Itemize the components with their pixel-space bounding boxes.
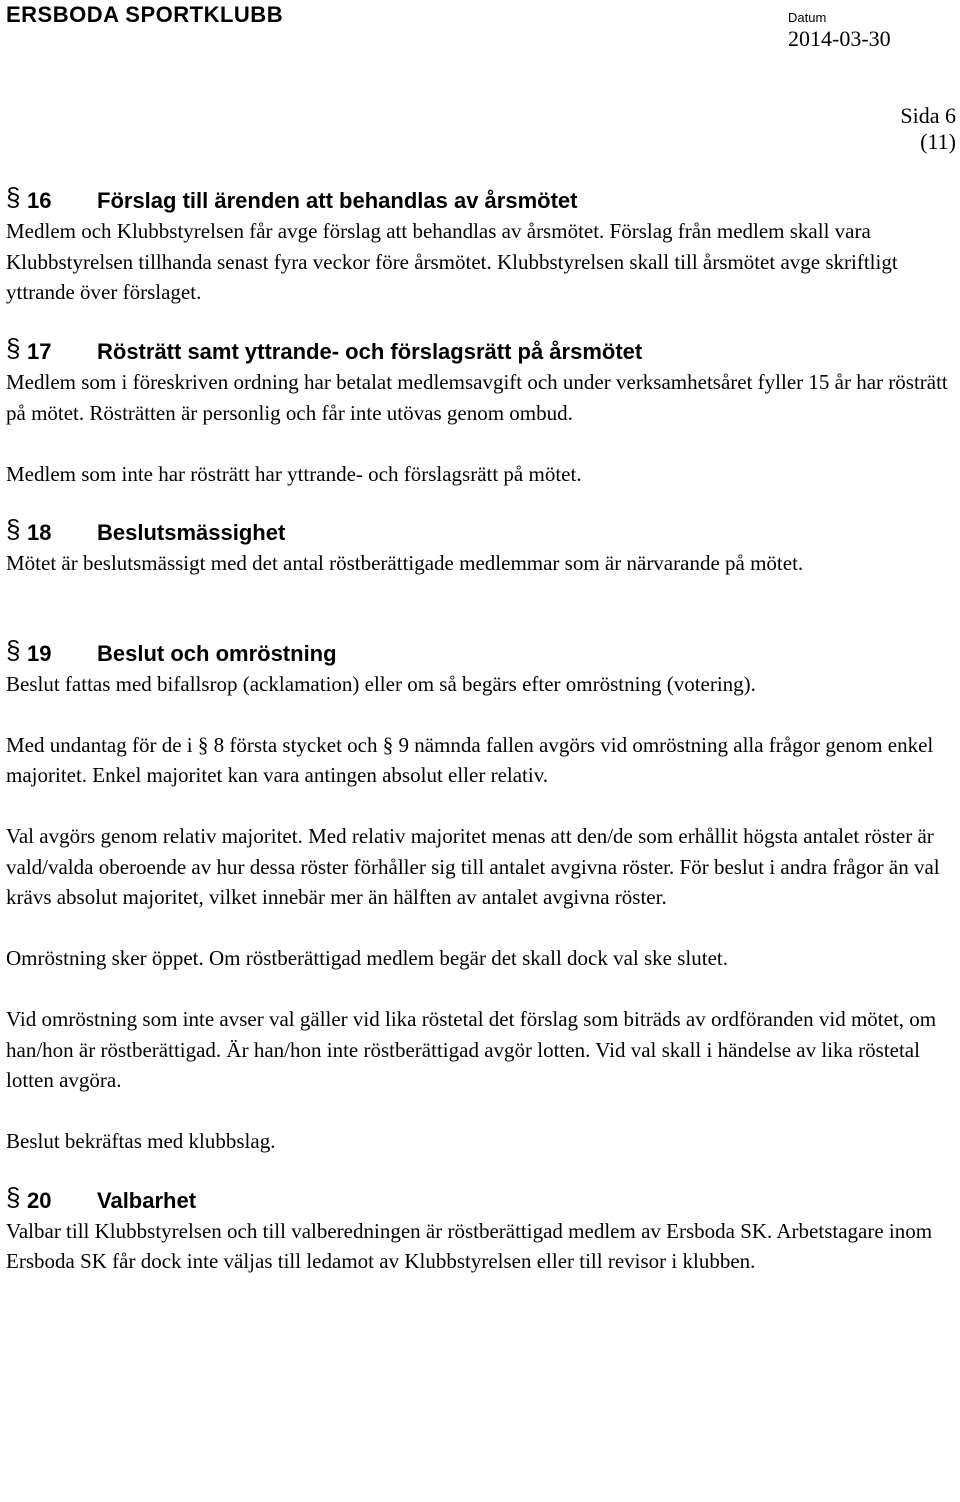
section-20	[6, 1181, 951, 1277]
paragraph: Beslut bekräftas med klubbslag.	[6, 1128, 276, 1153]
page-number	[900, 103, 956, 155]
paragraph: Medlem och Klubbstyrelsen får avge förslag att behandlas av årsmötet. Förslag från medlem skall vara Klubbstyrelsen tillhanda senast fyra veckor före årsmötet. Klubbstyrelsen skall till årsmötet avge skriftligt yttrande över förslaget.	[6, 219, 898, 305]
page-total: (11)	[920, 129, 956, 154]
page-label: Sida 6	[900, 103, 956, 128]
section-number: 19	[27, 640, 52, 666]
paragraph: Val avgörs genom relativ majoritet. Med relativ majoritet menas att den/de som erhållit högsta antalet röster är vald/valda oberoende av hur dessa röster förhåller sig till antalet avgivna röster. För beslut i andra frågor än val krävs absolut majoritet, vilket innebär mer än hälften av antalet avgivna röster.	[6, 824, 940, 910]
section-title: Valbarhet	[97, 1187, 197, 1213]
paragraph: Vid omröstning som inte avser val gäller vid lika röstetal det förslag som biträds av ordföranden vid mötet, om han/hon är röstberättigad. Är han/hon inte röstberättigad avgör lotten. Vid val skall i händelse av lika röstetal lotten avgöra.	[6, 1006, 937, 1093]
section-title: Förslag till ärenden att behandlas av årsmötet	[97, 188, 578, 213]
paragraph: Beslut fattas med bifallsrop (acklamation) eller om så begärs efter omröstning (votering).	[6, 671, 756, 696]
section-18	[6, 514, 951, 579]
section-number: 20	[27, 1187, 52, 1213]
paragraph: Medlem som inte har rösträtt har yttrande- och förslagsrätt på mötet.	[6, 461, 582, 486]
paragraph: Medlem som i föreskriven ordning har betalat medlemsavgift och under verksamhetsåret fyller 15 år har rösträtt på mötet. Rösträtten är personlig och får inte utövas genom ombud.	[6, 370, 948, 425]
section-number: 17	[27, 339, 52, 365]
paragraph: Mötet är beslutsmässigt med det antal röstberättigade medlemmar som är närvarande på mötet.	[6, 551, 804, 576]
paragraph: Med undantag för de i § 8 första stycket och § 9 nämnda fallen avgörs vid omröstning alla frågor genom enkel majoritet. Enkel majoritet kan vara antingen absolut eller relativ.	[6, 732, 934, 788]
section-sign: §	[6, 333, 21, 364]
section-title: Beslut och omröstning	[97, 640, 337, 666]
section-17	[6, 333, 951, 489]
document-date: 2014-03-30	[788, 26, 891, 51]
section-sign: §	[6, 1181, 21, 1212]
section-sign: §	[6, 182, 21, 212]
date-label: Datum	[788, 10, 827, 25]
organization-name: ERSBODA SPORTKLUBB	[6, 2, 284, 27]
section-16	[6, 182, 951, 308]
paragraph: Omröstning sker öppet. Om röstberättigad medlem begär det skall dock val ske slutet.	[6, 946, 728, 971]
section-title: Beslutsmässighet	[97, 520, 286, 546]
section-sign: §	[6, 634, 21, 665]
section-heading	[6, 333, 951, 367]
paragraph: Valbar till Klubbstyrelsen och till valberedningen är röstberättigad medlem av Ersboda SK. Arbetstagare inom Ersboda SK får dock inte väljas till ledamot av Klubbstyrelsen eller till revisor i klubben.	[6, 1218, 933, 1274]
section-title: Rösträtt samt yttrande- och förslagsrätt på årsmötet	[97, 339, 643, 365]
document-body	[6, 182, 951, 1277]
section-heading	[6, 634, 951, 669]
section-number: 16	[27, 188, 52, 213]
section-sign: §	[6, 514, 21, 545]
section-heading	[6, 1181, 951, 1216]
section-heading	[6, 514, 951, 548]
section-heading	[6, 182, 951, 216]
section-19	[6, 634, 951, 1157]
section-number: 18	[27, 520, 52, 546]
